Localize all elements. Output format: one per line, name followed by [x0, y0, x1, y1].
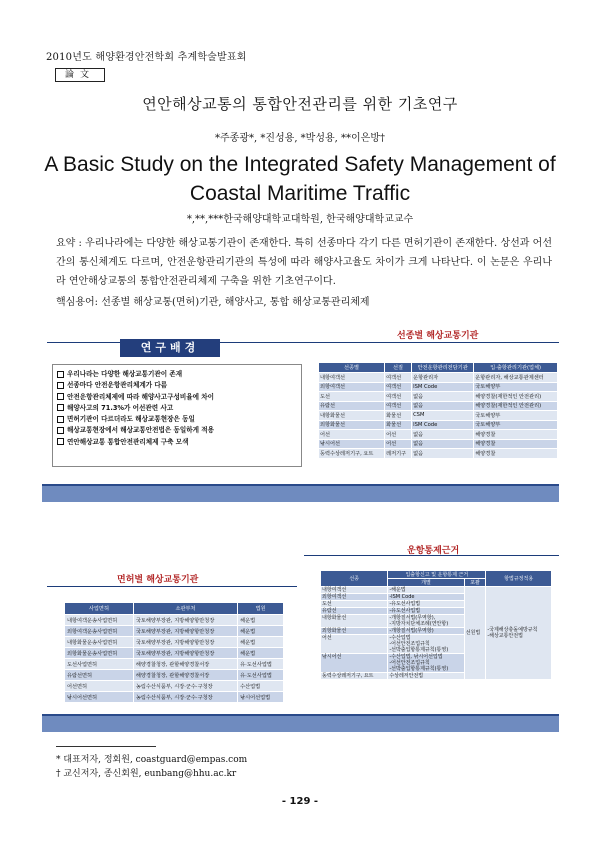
table-cell: 국토해양부 — [474, 420, 558, 430]
table-cell: 해운법 — [238, 615, 284, 626]
bullet-list — [52, 364, 302, 467]
table-cell: ISM Code — [412, 382, 474, 392]
slide-footer-bar — [42, 486, 559, 502]
table-row — [65, 692, 284, 703]
table-title-ship-type: 선종별 해상교통기관 — [397, 331, 479, 341]
table-row — [319, 382, 558, 392]
table-cell: 외항여객운송사업면허 — [65, 626, 134, 637]
table-cell: 국토해양부장관, 지방해양항만청장 — [133, 615, 237, 626]
table-row — [65, 615, 284, 626]
table-row — [65, 659, 284, 670]
table-cell: 해운법 — [238, 648, 284, 659]
slide-footer-bar — [42, 716, 559, 732]
table-cell: 유·도선사업법 — [238, 670, 284, 681]
table-row — [319, 430, 558, 440]
table-cell: 해운법 — [238, 637, 284, 648]
table-cell: 유람선 — [319, 401, 385, 411]
table-cell: 농림수산식품부, 시장·군수·구청장 — [133, 692, 237, 703]
table-cell: -유도선사업법 — [388, 608, 464, 615]
bullet-item — [57, 414, 297, 425]
table-cell: 화물선 — [385, 411, 412, 421]
table-cell: 낚시어선업법 — [238, 692, 284, 703]
english-title — [40, 150, 560, 208]
table-cell: 해양경찰 — [474, 449, 558, 459]
table-header: 입출항신고 및 운항통제 근거 — [388, 571, 486, 579]
checkbox-bullet-icon — [57, 427, 64, 434]
table-cell: 해양경찰 — [474, 430, 558, 440]
footnote-contact: † 교신저자, 종신회원, eunbang@hhu.ac.kr — [56, 769, 237, 779]
footnote-rule — [56, 746, 156, 747]
table-title-control-basis: 운항통제근거 — [407, 546, 460, 556]
english-title-line1: A Basic Study on the Integrated Safety Management of — [44, 153, 556, 176]
conference-header: 2010년도 해양환경안전학회 추계학술발표회 — [46, 52, 247, 63]
table-cell: 낚시어선면허 — [65, 692, 134, 703]
table-cell: 동력수상레저기구, 요트 — [319, 449, 385, 459]
table-header: 개별 — [388, 579, 464, 587]
checkbox-bullet-icon — [57, 371, 64, 378]
table-cell: -해운법 — [388, 587, 464, 594]
table-cell: 외항여객선 — [321, 594, 388, 601]
merged-cell: 선원법 — [464, 587, 486, 680]
table-cell: CSM — [412, 411, 474, 421]
table-cell: 여객선 — [385, 392, 412, 402]
table-row — [65, 681, 284, 692]
table-cell: 해양경찰청장, 관할해양경찰서장 — [133, 670, 237, 681]
table-cell: 국토해양부장관, 지방해양항만청장 — [133, 648, 237, 659]
table-header: 포괄 — [464, 579, 486, 587]
table-row — [319, 392, 558, 402]
bullet-item — [57, 425, 297, 436]
affiliation: *,**,***한국해양대학교대학원, 한국해양대학교교수 — [186, 214, 414, 225]
bullet-item — [57, 380, 297, 391]
table-cell: 유람선면허 — [65, 670, 134, 681]
table-header: 선종 — [321, 571, 388, 587]
table-cell: 어선 — [385, 439, 412, 449]
table-cell: 없음 — [412, 449, 474, 459]
english-title-line2: Coastal Maritime Traffic — [189, 182, 411, 205]
table-header: 항법규정적용 — [486, 571, 552, 587]
slide-rule-left — [47, 586, 297, 587]
table-row — [65, 626, 284, 637]
license-table — [64, 602, 284, 703]
slide-research-background — [42, 320, 559, 502]
table-cell: -유도선사업법 — [388, 601, 464, 608]
checkbox-bullet-icon — [57, 438, 64, 445]
slide-rule-right — [310, 342, 559, 343]
table-cell: -수산업법 -어선안전조업규칙 -선박출입항통제규칙(통영) — [388, 635, 464, 654]
table-row — [65, 637, 284, 648]
table-cell: 농림수산식품부, 시장·군수·구청장 — [133, 681, 237, 692]
table-cell: 운항관리자 — [412, 373, 474, 383]
bullet-text: 해상교통현장에서 해상교통안전법은 동일하게 적용 — [67, 426, 215, 435]
checkbox-bullet-icon — [57, 404, 64, 411]
bullet-item — [57, 403, 297, 414]
table-cell: 국토해양부 — [474, 411, 558, 421]
table-cell: 도선 — [321, 601, 388, 608]
table-cell: ISM Code — [412, 420, 474, 430]
table-cell: 국토해양부장관, 지방해양항만청장 — [133, 637, 237, 648]
table-cell: 해양경찰 — [474, 439, 558, 449]
keywords: 핵심용어: 선종별 해상교통(면허)기관, 해양사고, 통합 해상교통관리체제 — [56, 297, 370, 308]
table-cell: 내항여객선 — [319, 373, 385, 383]
checkbox-bullet-icon — [57, 393, 64, 400]
authors: *주종광*, *진성용, *박성용, **이은방† — [215, 133, 385, 144]
table-cell: 낚시어선 — [319, 439, 385, 449]
table-cell: 내항화물선 — [321, 615, 388, 628]
table-row — [319, 420, 558, 430]
table-cell: 도선 — [319, 392, 385, 402]
table-row — [319, 411, 558, 421]
table-cell: -개항질서법(무역항), -지방자치단체조례(연안항) — [388, 615, 464, 628]
table-header: 안전운항관리전담기관 — [412, 363, 474, 373]
table-cell: 없음 — [412, 392, 474, 402]
table-cell: 국토해양부장관, 지방해양항만청장 — [133, 626, 237, 637]
korean-title: 연안해상교통의 통합안전관리를 위한 기초연구 — [142, 95, 458, 113]
table-cell: 해운법 — [238, 626, 284, 637]
table-cell: 내항화물운송사업면허 — [65, 637, 134, 648]
table-cell: 수산업법 — [238, 681, 284, 692]
table-cell: 화물선 — [385, 420, 412, 430]
merged-cell: -국제해상충돌예방규칙 -해상교통안전법 — [486, 587, 552, 680]
bullet-text: 면허기관이 다르더라도 해상교통현장은 동일 — [67, 415, 195, 424]
table-row — [319, 401, 558, 411]
table-row — [321, 587, 552, 594]
table-cell: -수산업법, 낚시어선업법 -어선안전조업규칙 -선박출입항통제규칙(통영) — [388, 654, 464, 673]
table-cell: 낚시어선 — [321, 654, 388, 673]
table-cell: 내항화물선 — [319, 411, 385, 421]
table-row — [65, 670, 284, 681]
table-row — [319, 439, 558, 449]
table-cell: 유람선 — [321, 608, 388, 615]
ship-type-table — [318, 362, 558, 459]
table-cell: 내항여객운송사업면허 — [65, 615, 134, 626]
page-number: - 129 - — [281, 796, 319, 807]
table-cell: 국토해양부 — [474, 382, 558, 392]
table-cell: 어선 — [321, 635, 388, 654]
bullet-text: 우리나라는 다양한 해상교통기관이 존재 — [67, 370, 183, 378]
bullet-text: 선종마다 안전운항관리체계가 다름 — [67, 381, 168, 390]
table-row — [319, 373, 558, 383]
table-cell: 외항화물선 — [321, 628, 388, 635]
table-cell: 운항관리자, 해상교통관제센터 — [474, 373, 558, 383]
table-cell: 없음 — [412, 439, 474, 449]
bullet-item — [57, 369, 297, 380]
table-cell: 도선사업면허 — [65, 659, 134, 670]
checkbox-bullet-icon — [57, 382, 64, 389]
table-cell: 외항화물선 — [319, 420, 385, 430]
table-cell: 해양경찰(재한적인 안전관리) — [474, 392, 558, 402]
bullet-text: 연안해상교통 통합안전관리체제 구축 모색 — [67, 437, 189, 446]
table-cell: 동력수상레저기구, 요트 — [321, 673, 388, 680]
bullet-text: 해양사고의 71.3%가 어선관련 사고 — [67, 403, 174, 412]
table-cell: -ISM Code — [388, 594, 464, 601]
slide-banner: 연구배경 — [120, 339, 220, 357]
table-header: 사업면허 — [65, 603, 134, 615]
control-basis-table — [320, 570, 552, 680]
bullet-text: 안전운항관리체제에 따라 해양사고구성비율에 차이 — [67, 392, 215, 401]
table-header: 선종별 — [319, 363, 385, 373]
bullet-item — [57, 392, 297, 403]
paper-type-tag: 論文 — [55, 68, 105, 82]
table-cell: -개항질서법(무역항) — [388, 628, 464, 635]
table-cell: 내항여객선 — [321, 587, 388, 594]
checkbox-bullet-icon — [57, 416, 64, 423]
table-cell: 여객선 — [385, 373, 412, 383]
table-cell: 외항화물운송사업면허 — [65, 648, 134, 659]
table-cell: 없음 — [412, 430, 474, 440]
abstract: 요약 : 우리나라에는 다양한 해상교통기관이 존재한다. 특히 선종마다 각기 다른 면허기관이 존재한다. 상선과 어선간의 통신체계도 다르며, 안전운항관리기관의 특성에 따라 해양사고율도 차이가 크게 나타난다. 이 논문은 우리나라 연안해상교통의 통합안전관리체제 구축을 위한 기초연구이다. — [56, 238, 552, 287]
table-cell: 수상레저안전법 — [388, 673, 464, 680]
table-cell: 해양경찰청장, 관할해양경찰서장 — [133, 659, 237, 670]
footnote-corresponding: * 대표저자, 정회원, coastguard@empas.com — [56, 755, 248, 765]
slide-licensing-control — [42, 540, 559, 732]
table-cell: 레저기구 — [385, 449, 412, 459]
table-cell: 없음 — [412, 401, 474, 411]
table-cell: 유·도선사업법 — [238, 659, 284, 670]
table-header: 선질 — [385, 363, 412, 373]
table-header: 법원 — [238, 603, 284, 615]
table-title-license: 면허별 해상교통기관 — [117, 575, 199, 585]
table-row — [319, 449, 558, 459]
table-cell: 여객선 — [385, 401, 412, 411]
table-cell: 외항여객선 — [319, 382, 385, 392]
table-header: 소관부처 — [133, 603, 237, 615]
table-cell: 여객선 — [385, 382, 412, 392]
table-cell: 어선 — [385, 430, 412, 440]
table-cell: 해양경찰(재한적인 안전관리) — [474, 401, 558, 411]
table-header: 입·출항관리기관(업체) — [474, 363, 558, 373]
table-cell: 어선면허 — [65, 681, 134, 692]
bullet-item — [57, 437, 297, 448]
table-cell: 어선 — [319, 430, 385, 440]
table-row — [65, 648, 284, 659]
